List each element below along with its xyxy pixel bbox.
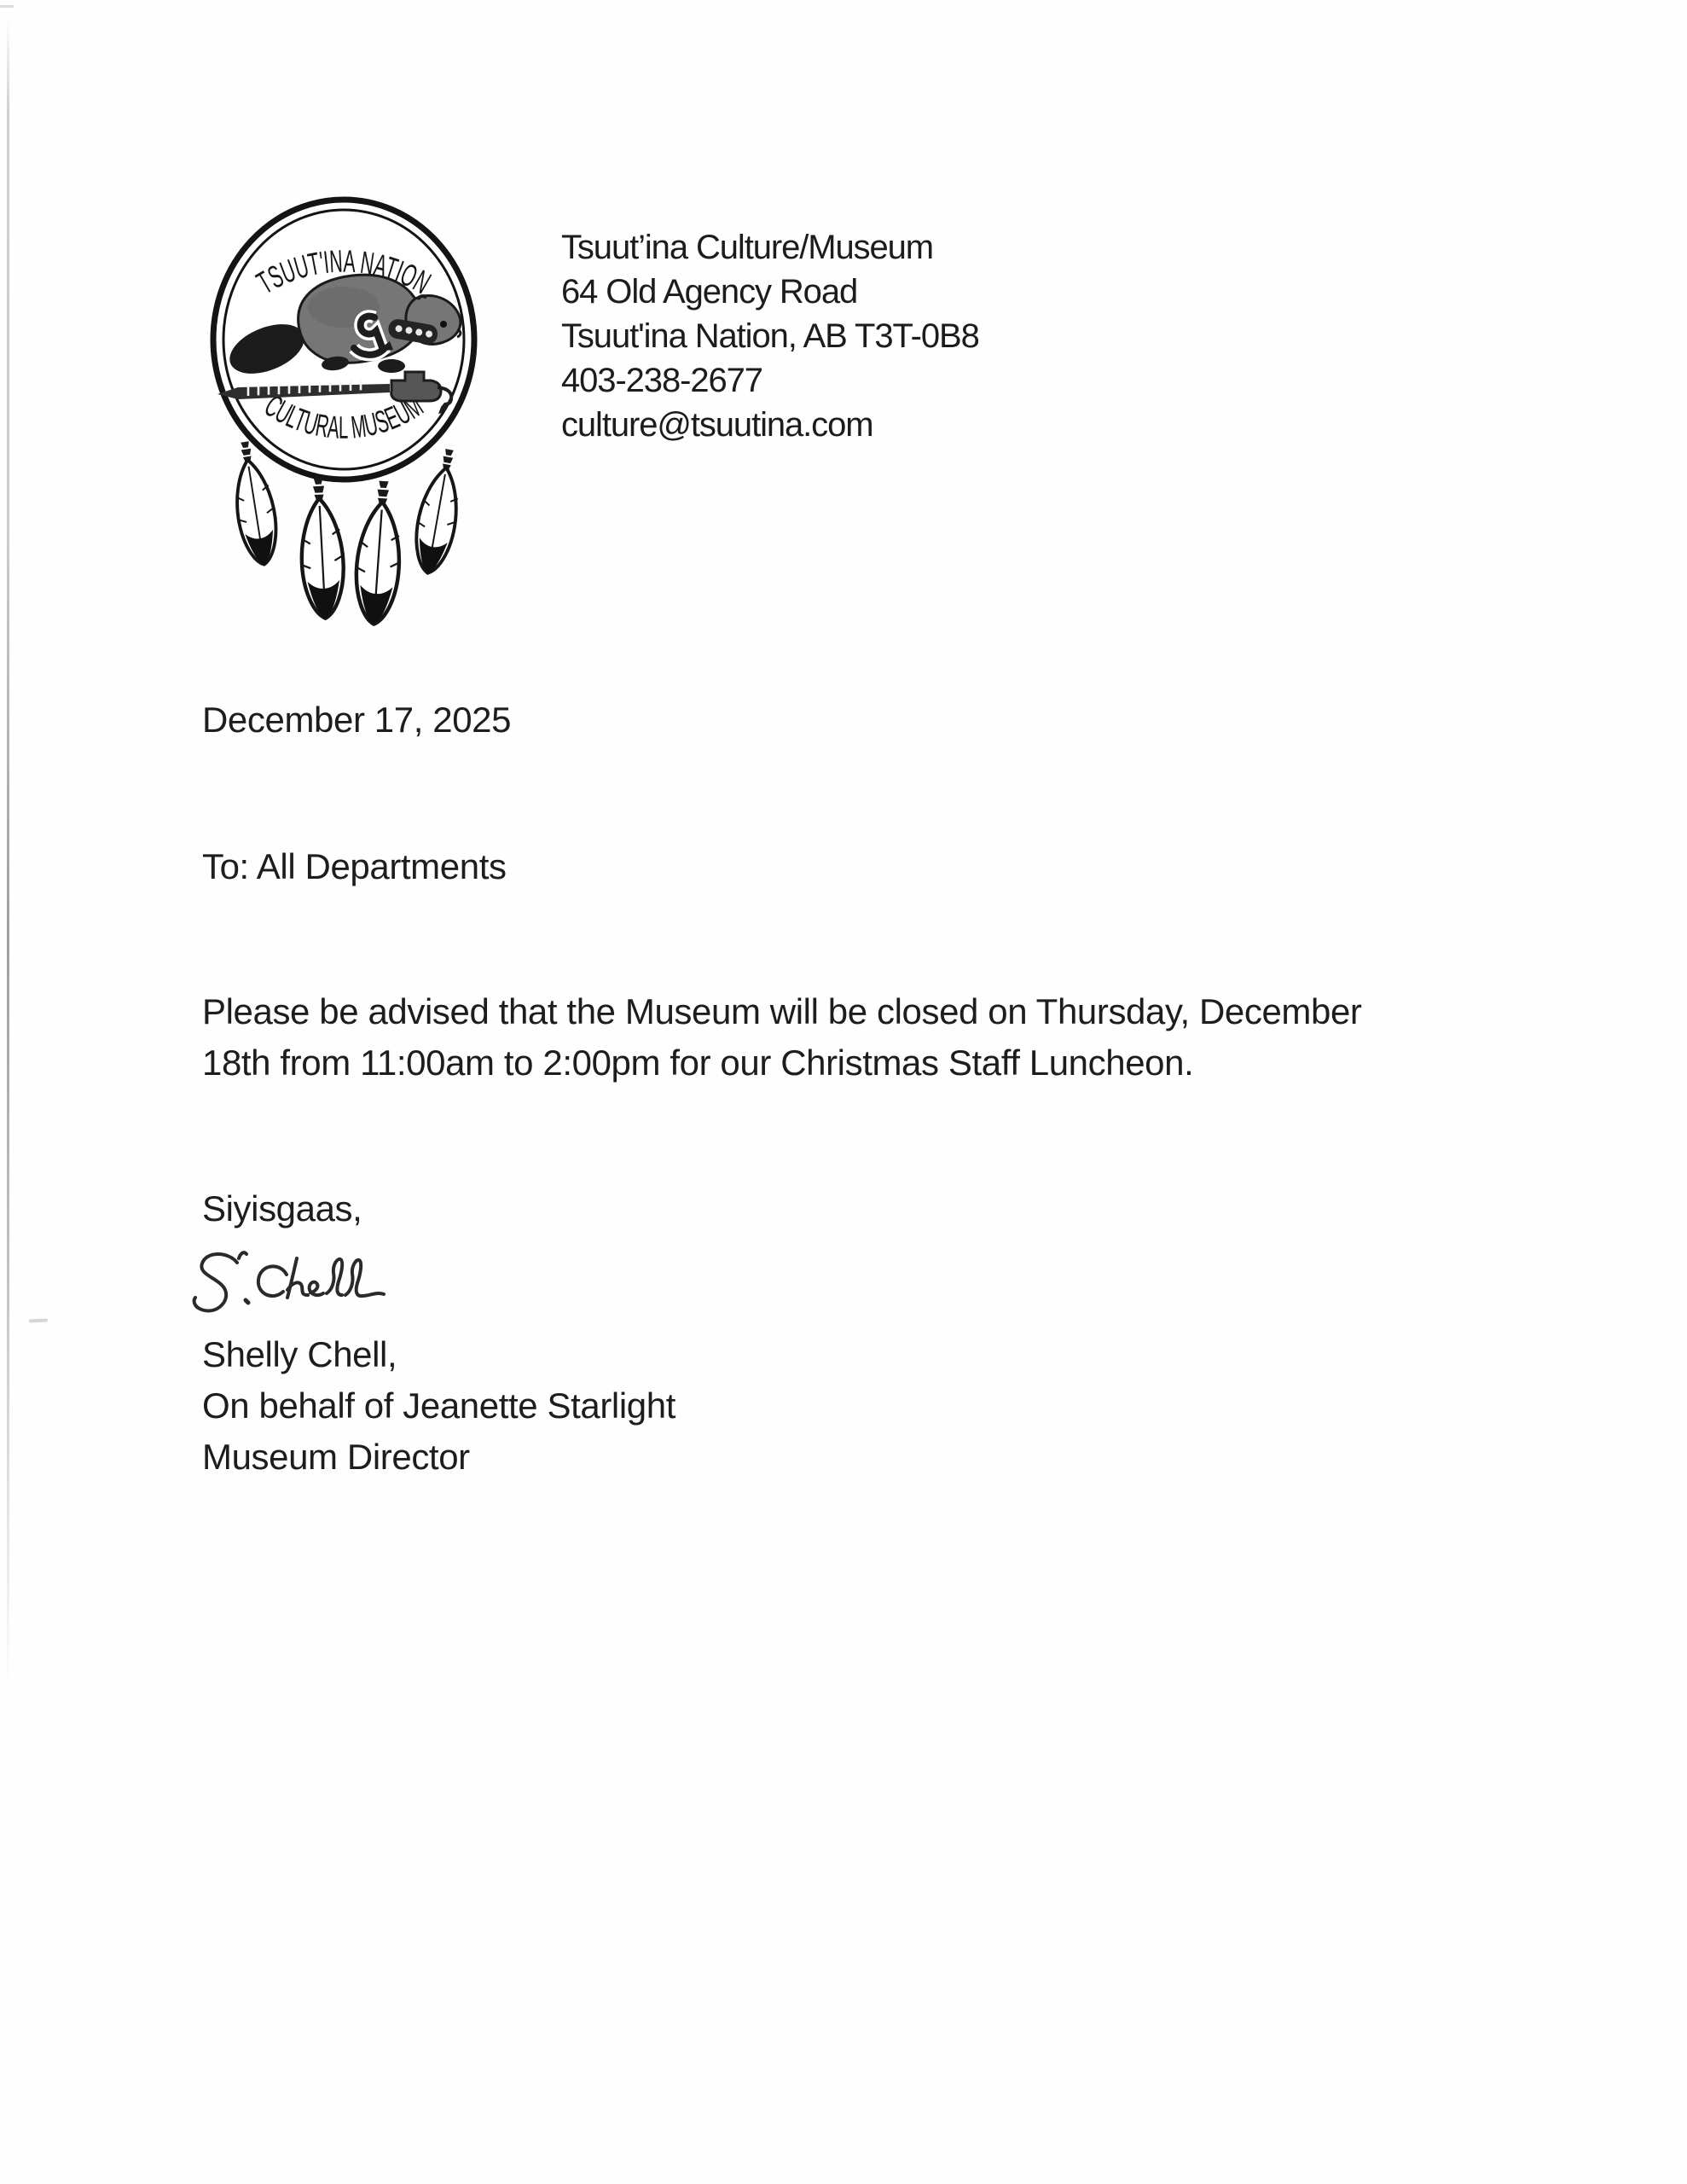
scan-artifact-corner: [0, 5, 14, 8]
address-line-2: Tsuut'ina Nation, AB T3T-0B8: [561, 317, 979, 355]
signer-block: [202, 1329, 675, 1483]
body-line: Please be advised that the Museum will be closed on Thursday, December: [202, 991, 1362, 1031]
signer-name: Shelly Chell,: [202, 1334, 397, 1374]
org-name: Tsuut’ina Culture/Museum: [561, 229, 934, 266]
letter-date: December 17, 2025: [202, 700, 512, 740]
scan-artifact-smudge: [29, 1319, 48, 1323]
recipient-line: To: All Departments: [202, 846, 507, 886]
address-line-1: 64 Old Agency Road: [561, 273, 858, 311]
signer-title: Museum Director: [202, 1437, 470, 1477]
closing-word: Siyisgaas,: [202, 1188, 362, 1228]
logo-arc-bottom-text: CULTURAL MUSEUM: [258, 381, 439, 446]
logo-arc-top-text: TSUUT'INA NATION: [251, 243, 445, 305]
letterhead-contact-block: [561, 225, 979, 447]
cultural-museum-logo: [207, 196, 480, 633]
handwritten-signature: [191, 1247, 389, 1328]
email-address: culture@tsuutina.com: [561, 406, 873, 444]
signer-on-behalf: On behalf of Jeanette Starlight: [202, 1385, 675, 1426]
phone-number: 403-238-2677: [561, 362, 762, 399]
scan-artifact-left-edge-line: [7, 17, 9, 1689]
body-line: 18th from 11:00am to 2:00pm for our Christmas Staff Luncheon.: [202, 1043, 1194, 1083]
body-paragraph: [202, 986, 1362, 1089]
